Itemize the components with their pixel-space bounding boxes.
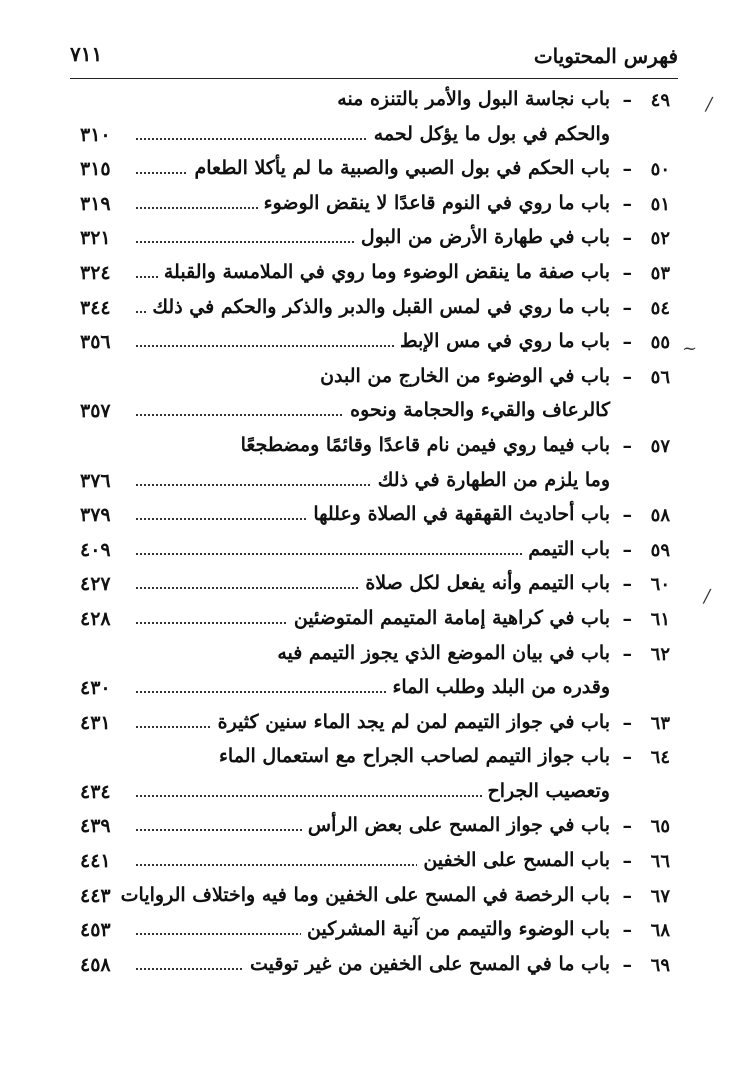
entry-dash: – (622, 850, 632, 873)
entry-page-number: ٣١٩ (80, 192, 111, 215)
entry-number: ٥٥ (650, 332, 670, 354)
entry-page-number: ٣٥٧ (80, 400, 111, 423)
entry-title: باب في جواز التيمم لمن لم يجد الماء سنين كثيرة (212, 711, 610, 733)
toc-entry (80, 363, 670, 398)
entry-title: باب المسح على الخفين (417, 849, 610, 871)
entry-title: باب التيمم وأنه يفعل لكل صلاة (359, 572, 610, 594)
entry-dash: – (622, 192, 632, 215)
entry-number: ٥٨ (650, 505, 670, 527)
entry-page-number: ٤٠٩ (80, 538, 111, 561)
entry-dash: – (622, 296, 632, 319)
entry-page-number: ٤٣٠ (80, 677, 111, 700)
entry-number: ٦٥ (650, 816, 670, 838)
toc-entry (80, 674, 670, 709)
margin-mark: ~ (682, 338, 698, 359)
entry-dash: – (622, 573, 632, 596)
toc-entry (80, 294, 670, 329)
entry-number: ٤٩ (650, 90, 670, 111)
toc-entry (80, 86, 670, 121)
entry-number: ٥٧ (650, 435, 670, 457)
toc-entry (80, 501, 670, 536)
toc-entry (80, 605, 670, 640)
toc-entry (80, 951, 670, 986)
margin-mark: ∕ (706, 94, 713, 115)
entry-number: ٥٢ (650, 228, 670, 250)
entry-number: ٦٢ (650, 643, 670, 665)
toc-entry (80, 224, 670, 259)
entry-dash: – (622, 261, 632, 284)
entry-dash: – (622, 607, 632, 630)
toc-entry (80, 259, 670, 294)
entry-page-number: ٣٧٩ (80, 504, 111, 527)
toc-entry (80, 121, 670, 156)
entry-page-number: ٣٧٦ (80, 469, 111, 492)
entry-title: والحكم في بول ما يؤكل لحمه (368, 123, 610, 145)
running-title: فهرس المحتويات (533, 44, 678, 68)
entry-number: ٥٣ (650, 262, 670, 284)
entry-dash: – (622, 815, 632, 838)
entry-dash: – (622, 158, 632, 181)
toc-entry (80, 778, 670, 813)
toc-entry (80, 397, 670, 432)
entry-dash: – (622, 89, 632, 111)
entry-page-number: ٣٤٤ (80, 296, 111, 319)
table-of-contents (80, 86, 670, 985)
margin-mark: ∕ (704, 586, 711, 607)
entry-page-number: ٤٢٧ (80, 573, 111, 596)
page-number: ٧١١ (70, 42, 103, 66)
entry-title: باب أحاديث القهقهة في الصلاة وعللها (307, 503, 610, 525)
entry-title: وتعصيب الجراح (482, 780, 610, 802)
toc-entry (80, 847, 670, 882)
entry-title: باب ما روي في مس الإبط (394, 330, 610, 352)
toc-entry (80, 155, 670, 190)
entry-title: باب في كراهية إمامة المتيمم المتوضئين (288, 607, 610, 629)
toc-entry (80, 328, 670, 363)
entry-title: باب في طهارة الأرض من البول (355, 226, 610, 248)
entry-title: باب صفة ما ينقض الوضوء وما روي في الملامسة والقبلة (158, 261, 610, 283)
entry-number: ٦١ (650, 608, 670, 630)
entry-page-number: ٣٥٦ (80, 331, 111, 354)
entry-number: ٦٨ (650, 920, 670, 942)
entry-title: باب جواز التيمم لصاحب الجراح مع استعمال الماء (213, 745, 610, 767)
entry-dash: – (622, 711, 632, 734)
entry-number: ٥٩ (650, 539, 670, 561)
entry-dash: – (622, 538, 632, 561)
entry-title: باب نجاسة البول والأمر بالتنزه منه (331, 88, 610, 110)
toc-entry (80, 743, 670, 778)
entry-number: ٦٣ (650, 712, 670, 734)
entry-number: ٦٤ (650, 747, 670, 769)
entry-number: ٦٩ (650, 954, 670, 976)
entry-page-number: ٤٢٨ (80, 607, 111, 630)
entry-title: باب التيمم (522, 538, 610, 560)
entry-number: ٦٠ (650, 574, 670, 596)
entry-title: كالرعاف والقيء والحجامة ونحوه (344, 399, 610, 421)
entry-title: باب في جواز المسح على بعض الرأس (302, 814, 610, 836)
entry-dash: – (622, 919, 632, 942)
entry-dash: – (622, 642, 632, 665)
entry-page-number: ٤٤٣ (80, 884, 111, 907)
entry-page-number: ٤٥٣ (80, 919, 111, 942)
entry-title: باب فيما روي فيمن نام قاعدًا وقائمًا ومضطجعًا (235, 434, 610, 456)
entry-title: باب ما روي في لمس القبل والدبر والذكر والحكم في ذلك (146, 296, 610, 318)
entry-number: ٥٠ (650, 159, 670, 181)
entry-page-number: ٣١٥ (80, 158, 111, 181)
entry-page-number: ٣٢١ (80, 227, 111, 250)
toc-entry (80, 882, 670, 917)
entry-title: باب ما في المسح على الخفين من غير توقيت (244, 953, 610, 975)
entry-page-number: ٣٢٤ (80, 261, 111, 284)
entry-number: ٦٧ (650, 885, 670, 907)
entry-page-number: ٤٤١ (80, 850, 111, 873)
entry-number: ٥٦ (650, 366, 670, 388)
entry-page-number: ٤٣٤ (80, 780, 111, 803)
entry-title: باب ما روي في النوم قاعدًا لا ينقض الوضوء (258, 192, 610, 214)
entry-title: وما يلزم من الطهارة في ذلك (372, 469, 610, 491)
entry-number: ٦٦ (650, 851, 670, 873)
entry-dash: – (622, 331, 632, 354)
entry-dash: – (622, 884, 632, 907)
entry-dash: – (622, 504, 632, 527)
entry-title: باب في الوضوء من الخارج من البدن (314, 365, 610, 387)
toc-entry (80, 190, 670, 225)
toc-entry (80, 640, 670, 675)
entry-title: باب في بيان الموضع الذي يجوز التيمم فيه (271, 642, 610, 664)
entry-title: باب الوضوء والتيمم من آنية المشركين (301, 918, 610, 940)
toc-entry (80, 432, 670, 467)
entry-dash: – (622, 227, 632, 250)
toc-entry (80, 467, 670, 502)
toc-entry (80, 812, 670, 847)
entry-page-number: ٤٣١ (80, 711, 111, 734)
entry-page-number: ٣١٠ (80, 123, 111, 146)
entry-dash: – (622, 434, 632, 457)
page-header (70, 38, 678, 79)
entry-number: ٥١ (650, 193, 670, 215)
toc-entry (80, 536, 670, 571)
entry-title: وقدره من البلد وطلب الماء (386, 676, 610, 698)
entry-title: باب الحكم في بول الصبي والصبية ما لم يأكلا الطعام (188, 157, 610, 179)
entry-dash: – (622, 746, 632, 769)
entry-page-number: ٤٥٨ (80, 953, 111, 976)
entry-title: باب الرخصة في المسح على الخفين وما فيه واختلاف الروايات (115, 884, 610, 906)
toc-entry (80, 709, 670, 744)
entry-page-number: ٤٣٩ (80, 815, 111, 838)
entry-dash: – (622, 953, 632, 976)
toc-entry (80, 916, 670, 951)
entry-dash: – (622, 365, 632, 388)
entry-number: ٥٤ (650, 297, 670, 319)
toc-entry (80, 570, 670, 605)
